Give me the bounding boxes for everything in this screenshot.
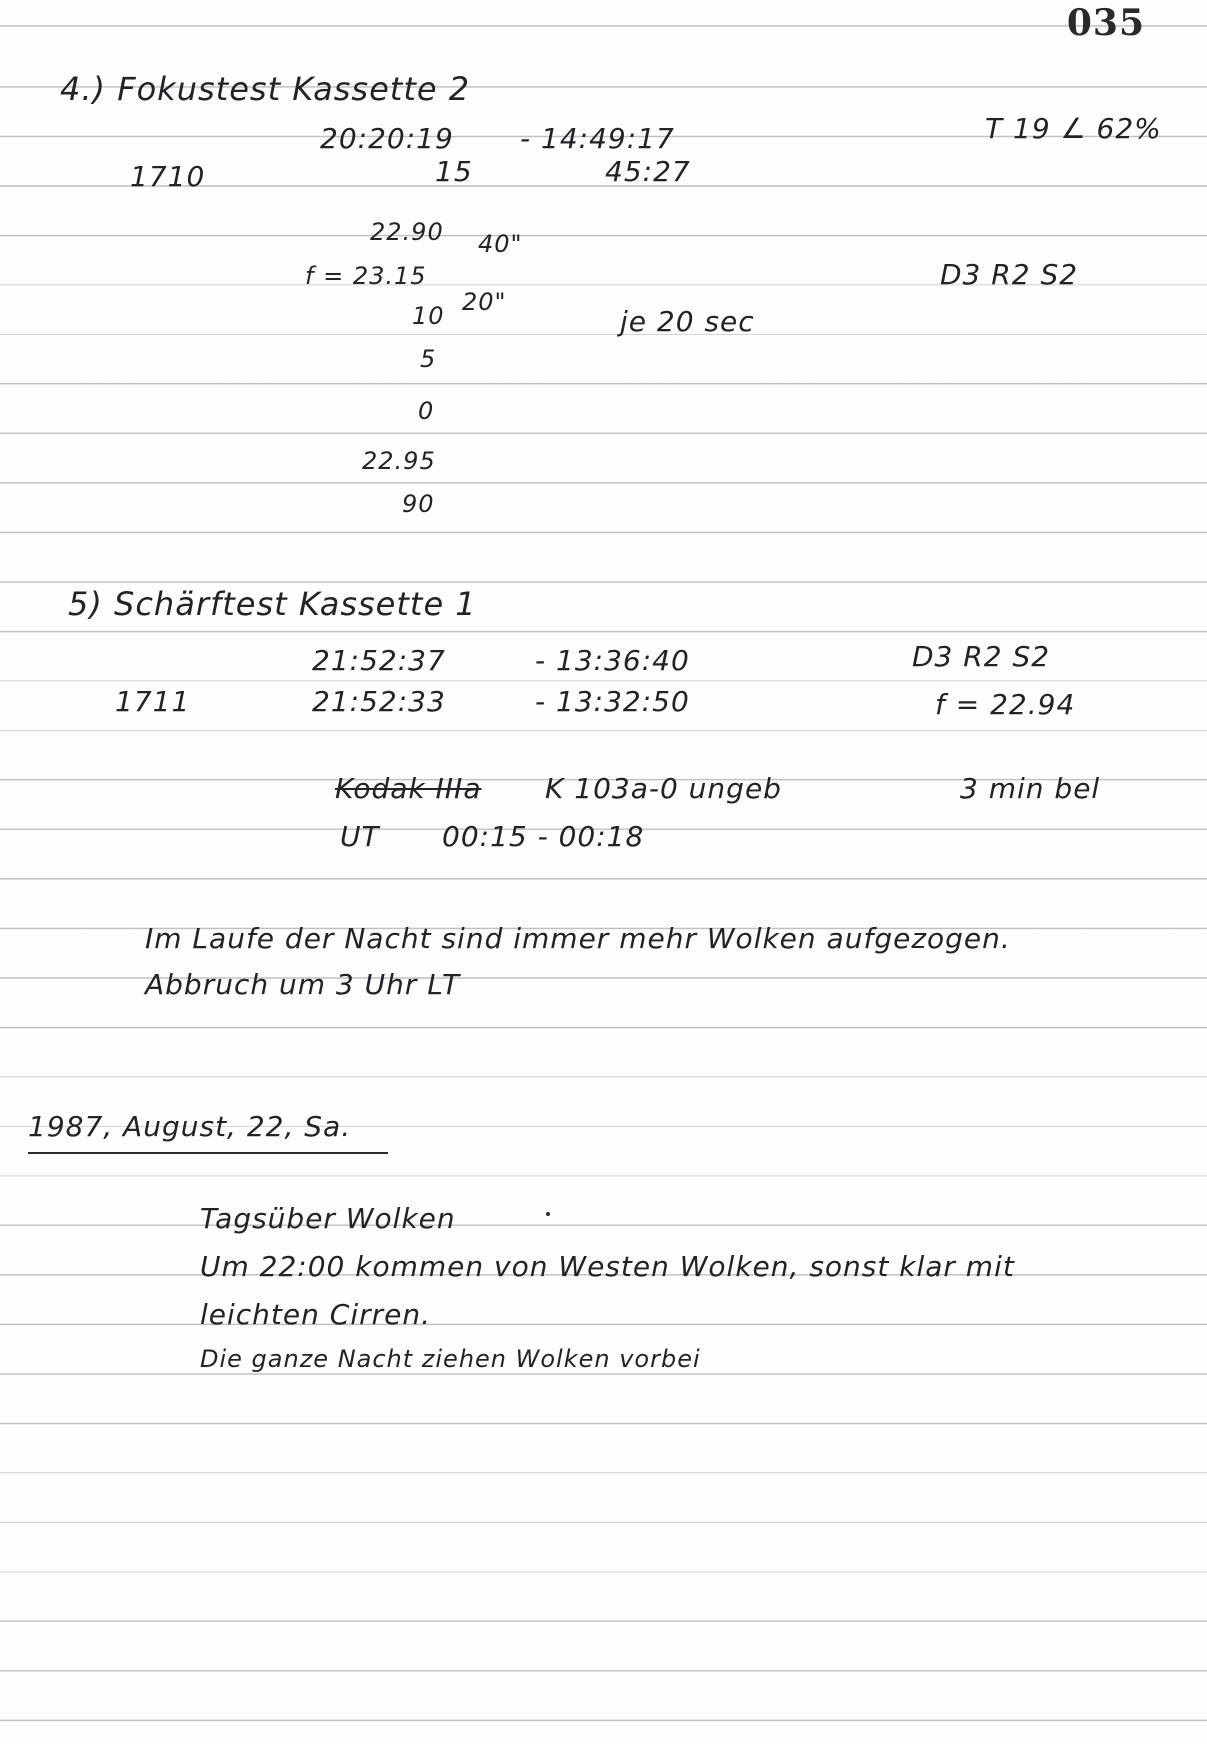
entry4-plate: 1710 <box>130 160 206 193</box>
date-line-1: Tagsüber Wolken <box>200 1202 456 1235</box>
entry5-film: K 103a-0 ungeb <box>545 772 782 805</box>
entry5-remark-1: Im Laufe der Nacht sind immer mehr Wolken aufgezogen. <box>145 922 1011 955</box>
entry4-focus-6: 22.95 <box>362 447 436 475</box>
date-underline <box>28 1152 388 1154</box>
date-line-3: leichten Cirren. <box>200 1298 432 1331</box>
entry4-time-start2: 15 <box>435 155 473 188</box>
page-number: 035 <box>1066 2 1145 44</box>
entry5-plate: 1711 <box>115 685 191 718</box>
date-line-2: Um 22:00 kommen von Westen Wolken, sonst klar mit <box>200 1250 1015 1283</box>
date-heading: 1987, August, 22, Sa. <box>28 1110 352 1143</box>
entry4-heading: 4.) Fokustest Kassette 2 <box>60 70 471 108</box>
entry5-heading: 5) Schärftest Kassette 1 <box>68 585 477 623</box>
entry4-focus-7: 90 <box>402 490 435 518</box>
entry5-line1-start: 21:52:37 <box>312 644 446 677</box>
date-line-4: Die ganze Nacht ziehen Wolken vorbei <box>200 1345 701 1373</box>
entry5-ut-label: UT <box>340 820 380 853</box>
entry4-focus-5: 0 <box>418 397 435 425</box>
entry4-code: D3 R2 S2 <box>940 258 1079 291</box>
entry4-focus-1: 22.90 <box>370 218 444 246</box>
entry5-focus: f = 22.94 <box>935 688 1076 721</box>
entry4-focus-3: 10 <box>412 302 445 330</box>
entry5-line2-end: - 13:32:50 <box>535 685 690 718</box>
entry5-code: D3 R2 S2 <box>912 640 1051 673</box>
entry4-note: je 20 sec <box>620 305 755 338</box>
ink-dot <box>546 1212 550 1216</box>
entry4-time-end: - 14:49:17 <box>520 122 675 155</box>
entry5-ut-range: 00:15 - 00:18 <box>442 820 645 853</box>
entry5-remark-2: Abbruch um 3 Uhr LT <box>145 968 461 1001</box>
entry4-exposure-20: 20" <box>462 288 507 316</box>
entry5-line1-end: - 13:36:40 <box>535 644 690 677</box>
entry4-temp: T 19 ∠ 62% <box>985 112 1162 145</box>
entry4-focus-4: 5 <box>420 345 437 373</box>
entry4-exposure-40: 40" <box>478 230 523 258</box>
entry4-time-start: 20:20:19 <box>320 122 454 155</box>
entry4-focus-2: f = 23.15 <box>305 262 427 290</box>
entry4-time-end2: 45:27 <box>605 155 691 188</box>
entry5-film-struck: Kodak IIIa <box>335 772 482 805</box>
entry5-line2-start: 21:52:33 <box>312 685 446 718</box>
entry5-exposure: 3 min bel <box>960 772 1101 805</box>
